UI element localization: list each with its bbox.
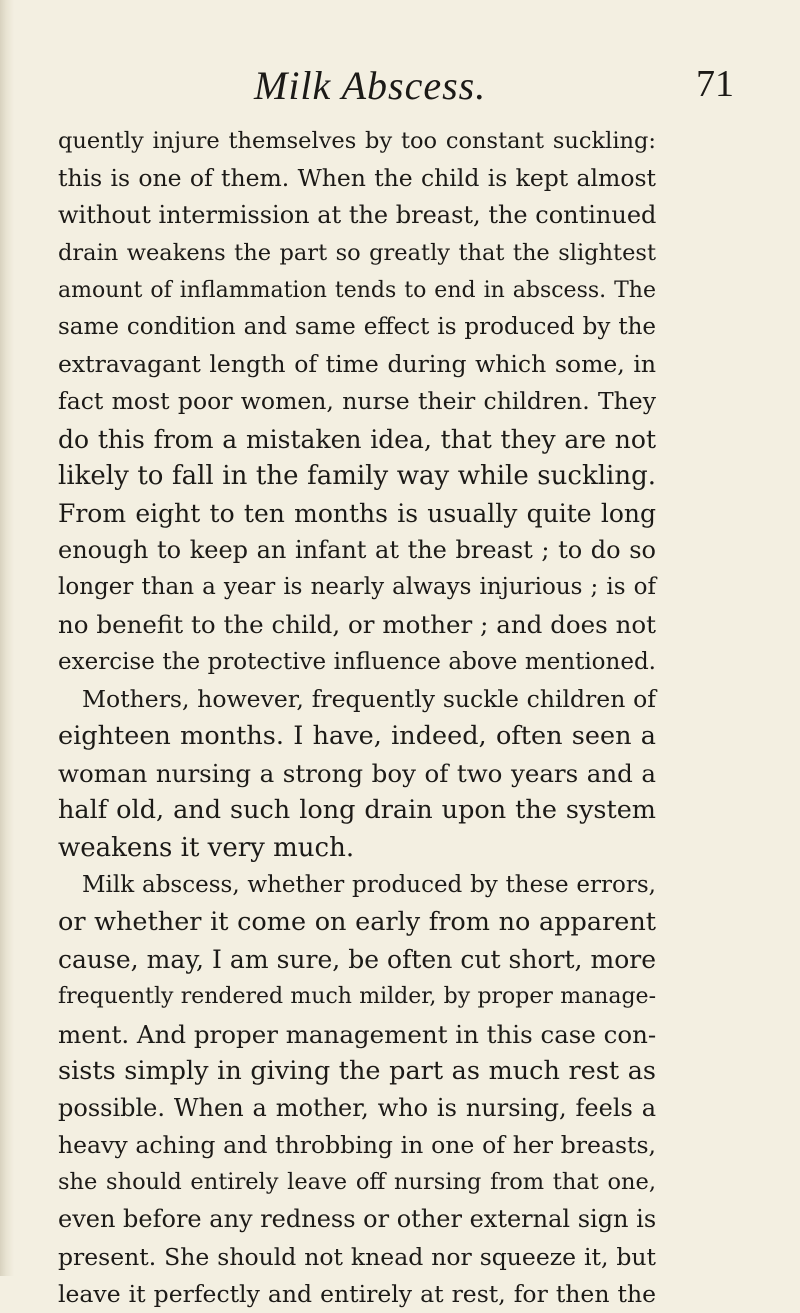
text-line: do this from a mistaken idea, that they are not — [58, 424, 656, 454]
text-line: she should entirely leave off nursing from that one, — [58, 1169, 656, 1196]
text-line: amount of inflammation tends to end in abscess. The — [58, 277, 656, 303]
text-line: ment. And proper management in this case con- — [58, 1019, 657, 1049]
text-line: Milk abscess, whether produced by these errors, — [82, 871, 656, 898]
text-line: without intermission at the breast, the continued — [58, 201, 657, 230]
text-line: eighteen months. I have, indeed, often seen a — [58, 721, 656, 751]
text-line: frequently rendered much milder, by proper manage- — [58, 984, 656, 1010]
text-line: extravagant length of time during which some, in — [58, 350, 656, 379]
running-title: Milk Abscess. — [254, 63, 487, 108]
text-line: fact most poor women, nurse their children. They — [58, 387, 656, 416]
text-line: quently injure themselves by too constant suckling: — [58, 128, 656, 154]
text-line: no benefit to the child, or mother ; and does not — [58, 610, 656, 640]
text-line: this is one of them. When the child is kept almost — [58, 164, 656, 193]
text-line: heavy aching and throbbing in one of her breasts, — [58, 1131, 656, 1160]
running-head — [0, 58, 800, 108]
text-line: present. She should not knead nor squeeze it, but — [58, 1242, 656, 1271]
text-line: Mothers, however, frequently suckle children of — [82, 684, 656, 713]
text-line: From eight to ten months is usually quite long — [58, 498, 656, 528]
text-line: woman nursing a strong boy of two years and a — [58, 759, 656, 789]
text-line: likely to fall in the family way while suckling. — [58, 460, 656, 491]
text-line: leave it perfectly and entirely at rest, for then the — [58, 1279, 656, 1308]
text-line: longer than a year is nearly always injurious ; is of — [58, 574, 656, 601]
text-line: drain weakens the part so greatly that the slightest — [58, 239, 656, 266]
text-line: or whether it come on early from no apparent — [58, 906, 656, 937]
text-line: possible. When a mother, who is nursing, feels a — [58, 1093, 656, 1122]
text-line: cause, may, I am sure, be often cut short, more — [58, 945, 656, 975]
page-gutter-shadow — [0, 0, 14, 1276]
text-line: even before any redness or other external sign is — [58, 1205, 657, 1234]
text-line: same condition and same effect is produced by the — [58, 313, 656, 340]
body-text — [58, 123, 656, 1313]
text-line: exercise the protective influence above mentioned. — [58, 648, 656, 675]
page-number: 71 — [696, 63, 734, 105]
text-line: sists simply in giving the part as much rest as — [58, 1055, 656, 1086]
text-line: half old, and such long drain upon the system — [58, 795, 656, 826]
text-line: weakens it very much. — [58, 832, 355, 863]
text-line: enough to keep an infant at the breast ; to do so — [58, 536, 656, 565]
